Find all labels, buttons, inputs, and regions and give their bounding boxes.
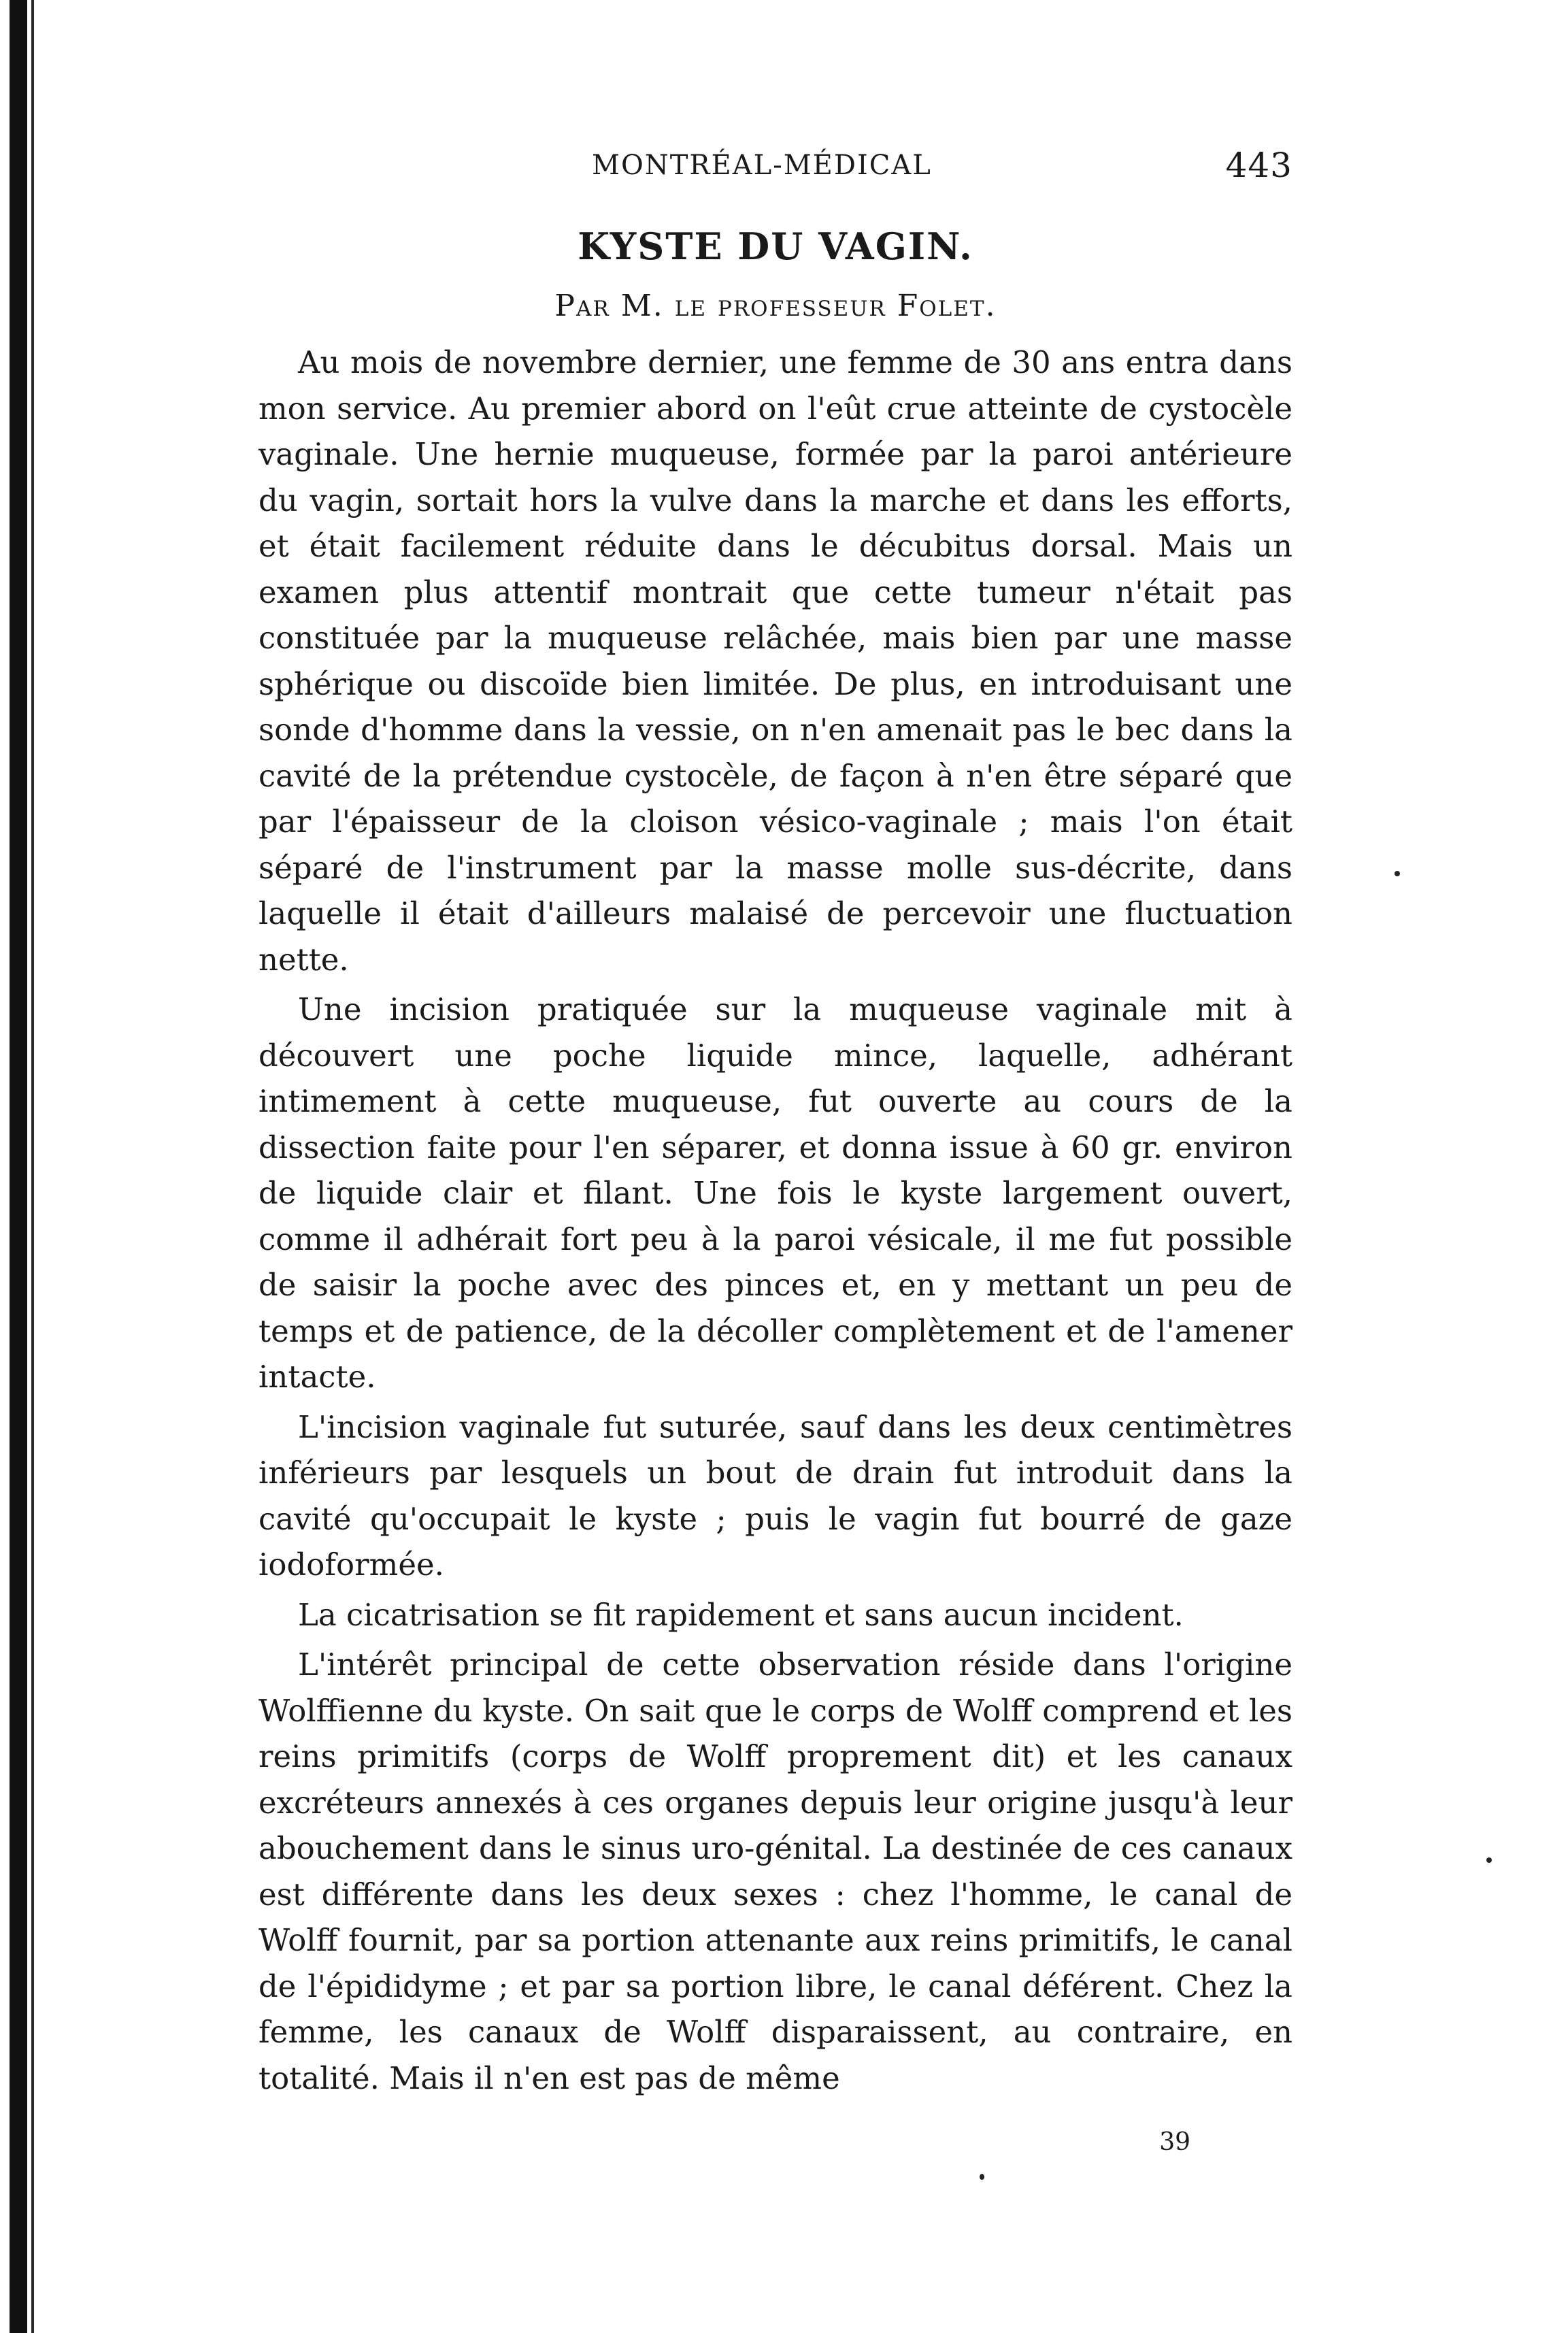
paragraph-3: L'incision vaginale fut suturée, sauf dans les deux centimètres inférieurs par lesquels un bout de drain fut introduit dans la cavité qu'occupait le kyste ; puis le vagin fut bourré de gaze iodoformée. [258,1408,1292,1583]
page-number: 443 [1225,146,1292,185]
scan-binding-line [31,0,34,2333]
signature-mark: 39 [1159,2128,1190,2156]
article-title: KYSTE DU VAGIN. [578,225,973,268]
scan-speck [980,2174,984,2180]
paragraph-4: La cicatrisation se fit rapidement et sans aucun incident. [298,1596,1184,1633]
scan-speck [1486,1857,1492,1863]
article-body [258,340,1292,2101]
scan-speck [1395,871,1400,876]
paragraph-1: Au mois de novembre dernier, une femme de 30 ans entra dans mon service. Au premier abord on l'eût crue atteinte de cystocèle vaginale. Une hernie muqueuse, formée par la paroi antérieure du vagin, sortait hors la vulve dans la marche et dans les efforts, et était facilement réduite dans le décubitus dorsal. Mais un examen plus attentif montrait que cette tumeur n'était pas constituée par la muqueuse relâchée, mais bien par une masse sphérique ou discoïde bien limitée. De plus, en introduisant une sonde d'homme dans la vessie, on n'en amenait pas le bec dans la cavité de la prétendue cystocèle, de façon à n'en être séparé que par l'épaisseur de la cloison vésico-vaginale ; mais l'on était séparé de l'instrument par la masse molle sus-décrite, dans laquelle il était d'ailleurs malaisé de percevoir une fluctuation nette. [258,344,1292,978]
document-page [258,136,1292,2156]
scan-binding-edge [10,0,27,2333]
running-title: MONTRÉAL-MÉDICAL [592,150,932,181]
paragraph-2: Une incision pratiquée sur la muqueuse vaginale mit à découvert une poche liquide mince, laquelle, adhérant intimement à cette muqueuse, fut ouverte au cours de la dissection faite pour l'en séparer, et donna issue à 60 gr. environ de liquide clair et filant. Une fois le kyste largement ouvert, comme il adhérait fort peu à la paroi vésicale, il me fut possible de saisir la poche avec des pinces et, en y mettant un peu de temps et de patience, de la décoller complètement et de l'amener intacte. [258,991,1292,1395]
article-byline: Par M. le professeur Folet. [554,288,997,323]
running-head [258,136,1292,184]
paragraph-5: L'intérêt principal de cette observation réside dans l'origine Wolffienne du kyste. On sait que le corps de Wolff comprend et les reins primitifs (corps de Wolff proprement dit) et les canaux excréteurs annexés à ces organes depuis leur origine jusqu'à leur abouchement dans le sinus uro-génital. La destinée de ces canaux est différente dans les deux sexes : chez l'homme, le canal de Wolff fournit, par sa portion attenante aux reins primitifs, le canal de l'épididyme ; et par sa portion libre, le canal déférent. Chez la femme, les canaux de Wolff disparaissent, au contraire, en totalité. Mais il n'en est pas de même [258,1647,1292,2096]
